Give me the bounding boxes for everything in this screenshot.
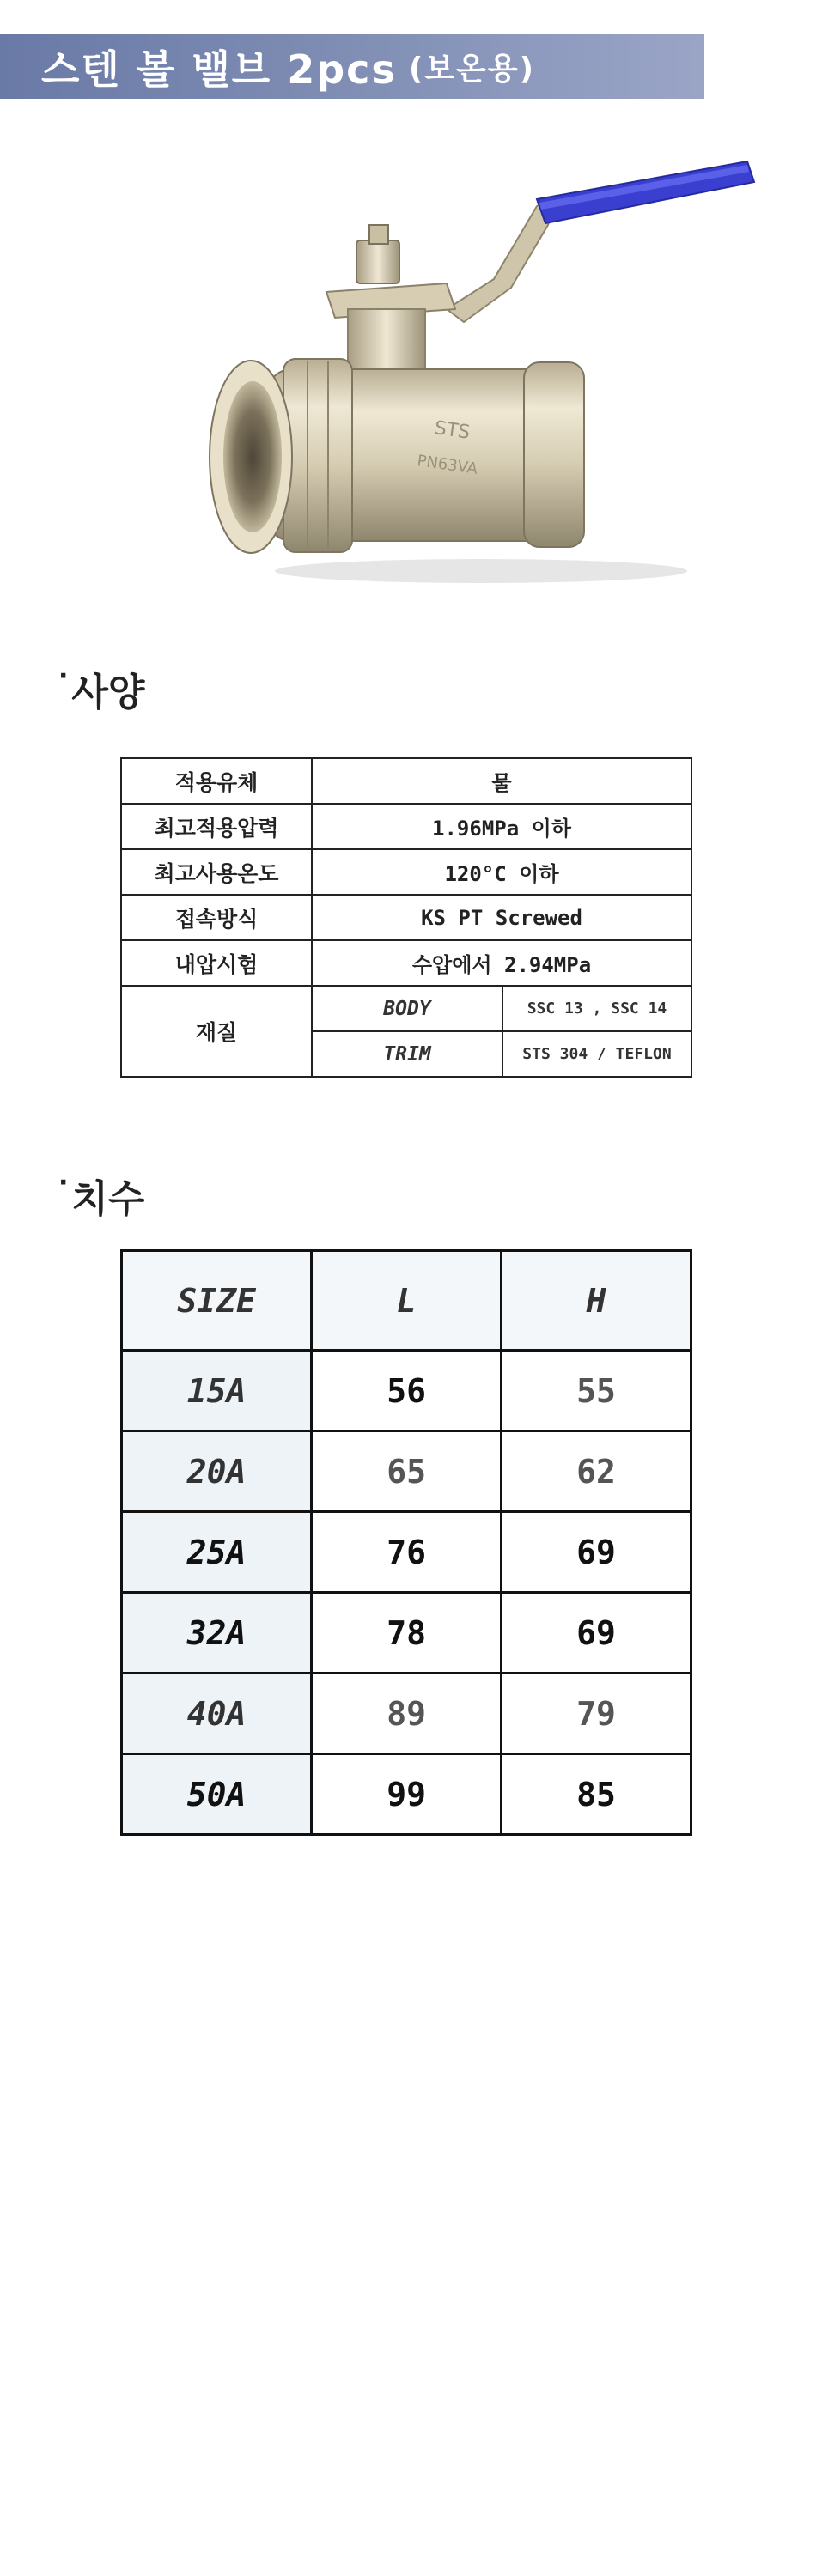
- height-cell: 79: [502, 1674, 691, 1754]
- height-cell: 62: [502, 1431, 691, 1512]
- dimension-table: [120, 1249, 692, 1836]
- spec-label: 접속방식: [121, 895, 312, 940]
- table-header-row: [122, 1251, 691, 1351]
- body-marking-1: STS: [433, 417, 472, 444]
- table-row: [122, 1754, 691, 1835]
- height-cell: 69: [502, 1512, 691, 1593]
- height-cell: 85: [502, 1754, 691, 1835]
- size-cell: 20A: [122, 1431, 312, 1512]
- column-header: SIZE: [122, 1251, 312, 1351]
- size-cell: 25A: [122, 1512, 312, 1593]
- column-header: L: [312, 1251, 502, 1351]
- page-subtitle: (보온용): [408, 52, 536, 87]
- column-header: H: [502, 1251, 691, 1351]
- table-row: [122, 1593, 691, 1674]
- table-row: [122, 1512, 691, 1593]
- size-cell: 15A: [122, 1351, 312, 1431]
- spec-table: [120, 757, 692, 1078]
- material-part: BODY: [312, 986, 502, 1031]
- size-cell: 40A: [122, 1674, 312, 1754]
- table-row: [121, 758, 691, 804]
- height-cell: 55: [502, 1351, 691, 1431]
- table-row: [122, 1431, 691, 1512]
- height-cell: 69: [502, 1593, 691, 1674]
- length-cell: 76: [312, 1512, 502, 1593]
- bullet-dot-icon: ·: [58, 1168, 69, 1198]
- spec-value: 수압에서 2.94MPa: [312, 940, 691, 986]
- spec-label: 적용유체: [121, 758, 312, 804]
- product-image: [198, 146, 764, 592]
- spec-heading: [58, 661, 144, 716]
- table-row: [121, 895, 691, 940]
- spec-label: 내압시험: [121, 940, 312, 986]
- bullet-dot-icon: ·: [58, 661, 69, 691]
- table-row: [122, 1351, 691, 1431]
- size-cell: 50A: [122, 1754, 312, 1835]
- dim-heading: [58, 1168, 144, 1223]
- length-cell: 65: [312, 1431, 502, 1512]
- length-cell: 89: [312, 1674, 502, 1754]
- title-banner: [0, 34, 704, 99]
- spec-value: KS PT Screwed: [312, 895, 691, 940]
- ball-valve-illustration: [198, 146, 764, 592]
- length-cell: 56: [312, 1351, 502, 1431]
- table-row: [121, 986, 691, 1031]
- spec-value: 120°C 이하: [312, 849, 691, 895]
- spec-value: 물: [312, 758, 691, 804]
- table-row: [122, 1674, 691, 1754]
- spec-label: 최고사용온도: [121, 849, 312, 895]
- material-label: 재질: [121, 986, 312, 1077]
- spec-heading-text: 사양: [71, 671, 145, 714]
- spec-label: 최고적용압력: [121, 804, 312, 849]
- length-cell: 99: [312, 1754, 502, 1835]
- body-marking-2: PN63VA: [416, 452, 479, 478]
- page-title: 스텐 볼 밸브 2pcs: [41, 46, 397, 93]
- size-cell: 32A: [122, 1593, 312, 1674]
- material-value: SSC 13 , SSC 14: [502, 986, 691, 1031]
- length-cell: 78: [312, 1593, 502, 1674]
- dim-heading-text: 치수: [71, 1177, 145, 1221]
- material-value: STS 304 / TEFLON: [502, 1031, 691, 1077]
- table-row: [121, 940, 691, 986]
- spec-value: 1.96MPa 이하: [312, 804, 691, 849]
- table-row: [121, 849, 691, 895]
- table-row: [121, 804, 691, 849]
- material-part: TRIM: [312, 1031, 502, 1077]
